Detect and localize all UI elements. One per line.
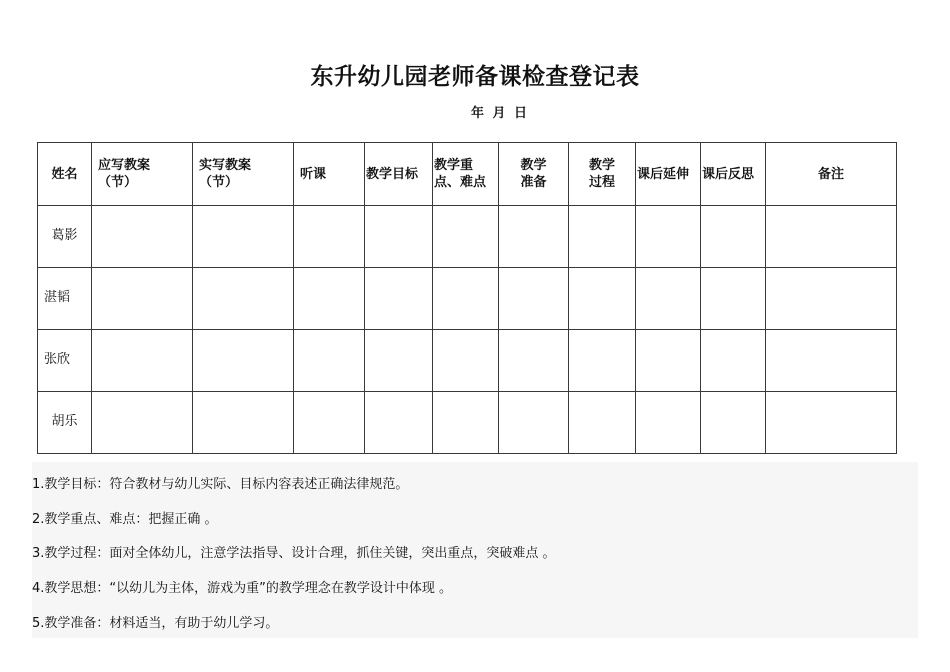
header-process-line2: 过程 [588,175,615,190]
note-teaching-process: 3.教学过程：面对全体幼儿，注意学法指导、设计合理，抓住关键，突出重点，突破难点 。 [32,546,556,561]
register-table [37,142,897,454]
table-cell [569,268,636,330]
header-actual-lessons-line1: 实写教案 [199,158,252,173]
table-cell [636,330,701,392]
table-cell [433,206,499,268]
header-preparation-line1: 教学 [520,158,547,173]
table-cell [92,392,193,454]
table-cell [294,206,365,268]
header-teaching-goal: 教学目标 [365,143,433,206]
header-actual-lessons [193,143,294,206]
table-cell [193,206,294,268]
table-cell [499,392,569,454]
table-cell [701,330,766,392]
header-planned-lessons-line2: （节） [98,175,138,190]
header-extension: 课后延伸 [636,143,701,206]
table-cell [433,268,499,330]
header-reflection: 课后反思 [701,143,766,206]
table-cell [193,392,294,454]
note-teaching-preparation: 5.教学准备：材料适当，有助于幼儿学习。 [32,616,279,631]
table-cell [701,268,766,330]
table-cell [569,392,636,454]
table-cell [636,206,701,268]
header-observation: 听课 [294,143,365,206]
table-cell [92,206,193,268]
note-teaching-goal: 1.教学目标：符合教材与幼儿实际、目标内容表述正确法律规范。 [32,477,409,492]
header-row [38,143,897,206]
header-process [569,143,636,206]
table-cell [365,392,433,454]
table-cell [766,392,897,454]
table-cell [766,206,897,268]
table-cell [569,330,636,392]
table-cell [636,268,701,330]
table-cell [766,268,897,330]
note-key-points: 2.教学重点、难点：把握正确 。 [32,512,218,527]
header-planned-lessons [92,143,193,206]
table-cell [365,206,433,268]
table-cell [701,206,766,268]
header-name: 姓名 [38,143,92,206]
header-actual-lessons-line2: （节） [199,175,239,190]
table-cell [365,330,433,392]
table-cell [294,268,365,330]
table-cell [701,392,766,454]
header-planned-lessons-line1: 应写教案 [98,158,151,173]
table-cell [569,206,636,268]
header-key-points-line1: 教学重 [434,158,474,173]
table-cell [365,268,433,330]
header-remarks: 备注 [766,143,897,206]
header-preparation-line2: 准备 [520,175,547,190]
page-title: 东升幼儿园老师备课检查登记表 [310,64,640,90]
table-cell [499,268,569,330]
table-cell [499,206,569,268]
header-key-points-line2: 点、难点 [434,175,487,190]
table-cell [766,330,897,392]
table-cell [433,392,499,454]
table-row [38,392,897,454]
table-cell [92,330,193,392]
header-process-line1: 教学 [588,158,615,173]
table-cell [636,392,701,454]
teacher-name: 湛韬 [38,268,92,330]
date-line: 年 月 日 [470,106,528,121]
table-row [38,206,897,268]
note-teaching-philosophy: 4.教学思想：“以幼儿为主体，游戏为重”的教学理念在教学设计中体现 。 [32,581,453,596]
table-row [38,268,897,330]
teacher-name: 葛影 [38,206,92,268]
table-cell [193,268,294,330]
table-cell [499,330,569,392]
header-key-difficult-points [433,143,499,206]
table-cell [433,330,499,392]
table-row [38,330,897,392]
table-cell [193,330,294,392]
teacher-name: 胡乐 [38,392,92,454]
table-cell [294,330,365,392]
header-preparation [499,143,569,206]
table-cell [92,268,193,330]
notes-section [32,462,918,638]
teacher-name: 张欣 [38,330,92,392]
table-cell [294,392,365,454]
